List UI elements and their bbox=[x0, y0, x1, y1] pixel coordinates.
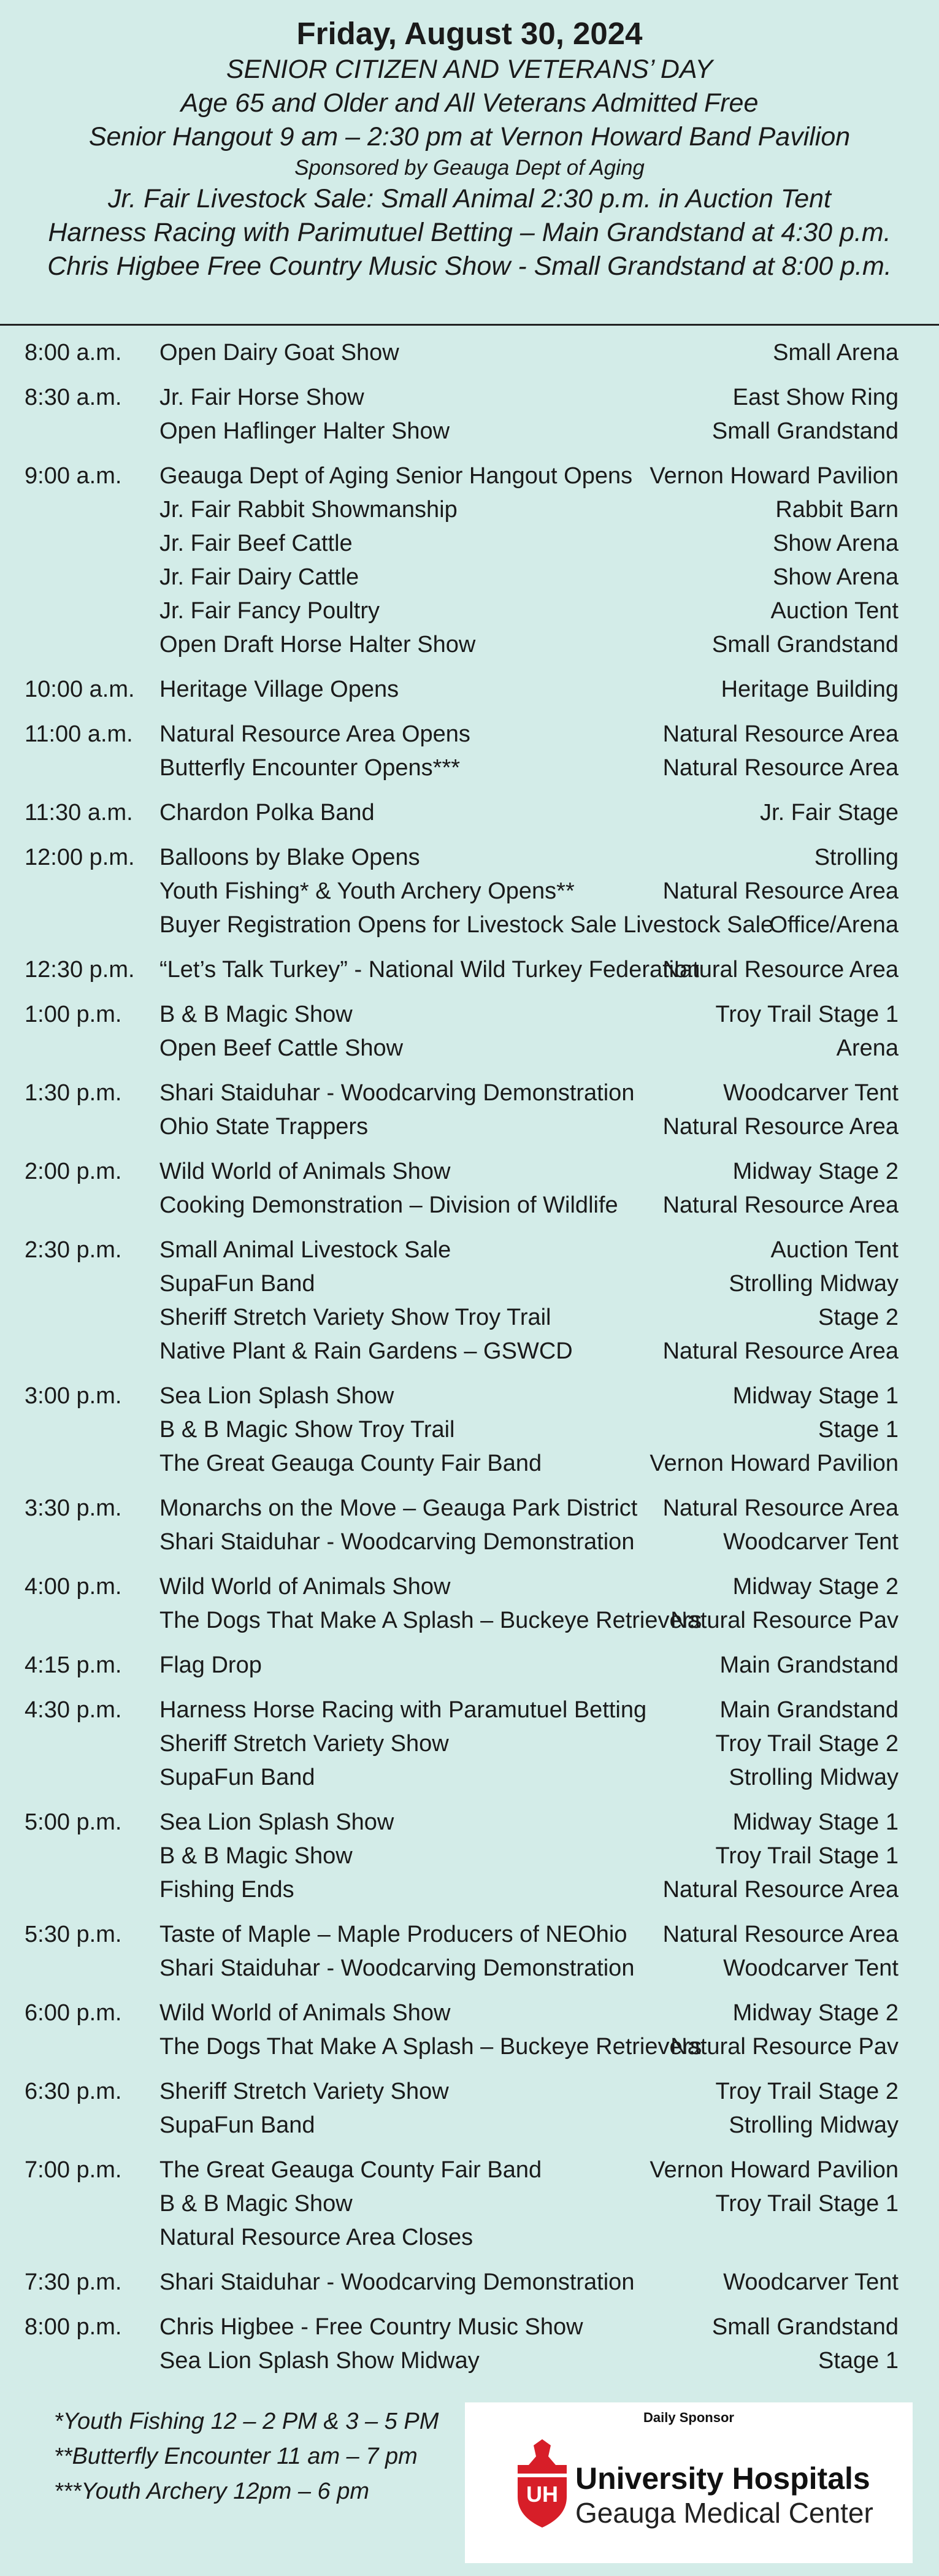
event-location: Heritage Building bbox=[721, 677, 899, 702]
event-location: Strolling Midway bbox=[729, 1271, 899, 1297]
time-slot bbox=[0, 1649, 939, 1682]
event-location: Natural Resource Area bbox=[662, 957, 899, 983]
schedule-row bbox=[0, 1604, 939, 1638]
time-slot bbox=[0, 2075, 939, 2142]
event-name: Sheriff Stretch Variety Show bbox=[159, 2079, 449, 2104]
event-location: Troy Trail Stage 2 bbox=[715, 1731, 899, 1757]
footnote: ***Youth Archery 12pm – 6 pm bbox=[54, 2478, 369, 2504]
event-name: Shari Staiduhar - Woodcarving Demonstration bbox=[159, 2269, 635, 2295]
event-location: Strolling bbox=[814, 845, 899, 870]
event-name: Natural Resource Area Closes bbox=[159, 2225, 473, 2250]
time-slot bbox=[0, 953, 939, 987]
schedule-row bbox=[0, 1189, 939, 1222]
schedule-row bbox=[0, 2344, 939, 2378]
time-slot bbox=[0, 2310, 939, 2378]
event-location: Troy Trail Stage 1 bbox=[715, 1002, 899, 1027]
page-header bbox=[0, 0, 939, 283]
event-name: Shari Staiduhar - Woodcarving Demonstration bbox=[159, 1955, 635, 1981]
schedule-row bbox=[0, 908, 939, 942]
event-name: Cooking Demonstration – Division of Wildlife bbox=[159, 1192, 618, 1218]
schedule-row bbox=[0, 2187, 939, 2221]
event-name: B & B Magic Show Troy Trail bbox=[159, 1417, 455, 1443]
sponsor-box bbox=[465, 2402, 913, 2563]
time-slot bbox=[0, 1076, 939, 1144]
event-name: Sheriff Stretch Variety Show bbox=[159, 1731, 449, 1757]
event-location: East Show Ring bbox=[732, 385, 899, 410]
schedule-row bbox=[0, 1727, 939, 1761]
event-name: B & B Magic Show bbox=[159, 1843, 353, 1869]
event-time: 10:00 a.m. bbox=[25, 677, 135, 702]
event-location: Woodcarver Tent bbox=[723, 1080, 899, 1106]
event-location: Vernon Howard Pavilion bbox=[650, 1451, 899, 1476]
uh-logo-icon bbox=[513, 2438, 572, 2533]
schedule-row bbox=[0, 1525, 939, 1559]
event-name: SupaFun Band bbox=[159, 1271, 315, 1297]
event-location: Vernon Howard Pavilion bbox=[650, 2157, 899, 2183]
event-name: The Great Geauga County Fair Band bbox=[159, 2157, 542, 2183]
event-name: Ohio State Trappers bbox=[159, 1114, 369, 1140]
event-name: Open Dairy Goat Show bbox=[159, 340, 399, 366]
event-location: Main Grandstand bbox=[719, 1652, 899, 1678]
schedule-row bbox=[0, 1996, 939, 2030]
event-location: Natural Resource Pav bbox=[670, 1608, 899, 1633]
schedule-row bbox=[0, 1267, 939, 1301]
event-name: Wild World of Animals Show bbox=[159, 2000, 451, 2026]
schedule-row bbox=[0, 1839, 939, 1873]
event-name: The Dogs That Make A Splash – Buckeye Retrievers bbox=[159, 2034, 702, 2060]
event-name: SupaFun Band bbox=[159, 2112, 315, 2138]
event-name: Butterfly Encounter Opens*** bbox=[159, 755, 461, 781]
schedule-row bbox=[0, 718, 939, 751]
schedule-row bbox=[0, 875, 939, 908]
time-slot bbox=[0, 1918, 939, 1985]
time-slot bbox=[0, 381, 939, 448]
event-location: Natural Resource Area bbox=[662, 1877, 899, 1903]
time-slot bbox=[0, 459, 939, 662]
event-name: Jr. Fair Dairy Cattle bbox=[159, 564, 359, 590]
event-location: Midway Stage 2 bbox=[732, 2000, 899, 2026]
event-location: Small Grandstand bbox=[711, 418, 899, 444]
schedule-row bbox=[0, 1761, 939, 1795]
sponsor-label: Daily Sponsor bbox=[643, 2410, 734, 2425]
schedule-row bbox=[0, 1806, 939, 1839]
event-time: 5:30 p.m. bbox=[25, 1922, 122, 1947]
header-divider bbox=[0, 324, 939, 326]
event-name: Wild World of Animals Show bbox=[159, 1574, 451, 1600]
event-time: 5:00 p.m. bbox=[25, 1809, 122, 1835]
schedule-row bbox=[0, 1693, 939, 1727]
event-location: Midway Stage 1 bbox=[732, 1809, 899, 1835]
event-location: Natural Resource Area bbox=[662, 755, 899, 781]
event-location: Strolling Midway bbox=[729, 2112, 899, 2138]
schedule-row bbox=[0, 1952, 939, 1985]
time-slot bbox=[0, 673, 939, 707]
schedule-row bbox=[0, 1335, 939, 1368]
event-name: Small Animal Livestock Sale bbox=[159, 1237, 451, 1263]
event-time: 3:30 p.m. bbox=[25, 1495, 122, 1521]
event-name: Native Plant & Rain Gardens – GSWCD bbox=[159, 1338, 573, 1364]
event-location: Rabbit Barn bbox=[775, 497, 899, 523]
event-name: Jr. Fair Horse Show bbox=[159, 385, 364, 410]
event-location: Troy Trail Stage 1 bbox=[715, 1843, 899, 1869]
time-slot bbox=[0, 1570, 939, 1638]
event-time: 9:00 a.m. bbox=[25, 463, 122, 489]
time-slot bbox=[0, 336, 939, 370]
event-name: Sea Lion Splash Show Midway bbox=[159, 2348, 480, 2374]
header-line: Age 65 and Older and All Veterans Admitted Free bbox=[180, 88, 759, 118]
event-time: 4:15 p.m. bbox=[25, 1652, 122, 1678]
event-name: Heritage Village Opens bbox=[159, 677, 399, 702]
schedule-row bbox=[0, 998, 939, 1032]
footnote: **Butterfly Encounter 11 am – 7 pm bbox=[54, 2444, 418, 2469]
schedule-row bbox=[0, 1155, 939, 1189]
schedule-row bbox=[0, 561, 939, 594]
schedule-row bbox=[0, 2109, 939, 2142]
event-time: 7:30 p.m. bbox=[25, 2269, 122, 2295]
event-name: Open Beef Cattle Show bbox=[159, 1035, 404, 1061]
time-slot bbox=[0, 1379, 939, 1481]
event-location: Vernon Howard Pavilion bbox=[650, 463, 899, 489]
time-slot bbox=[0, 1996, 939, 2064]
schedule-row bbox=[0, 1032, 939, 1065]
event-time: 1:30 p.m. bbox=[25, 1080, 122, 1106]
event-location: Natural Resource Area bbox=[662, 878, 899, 904]
schedule-row bbox=[0, 751, 939, 785]
event-time: 12:00 p.m. bbox=[25, 845, 135, 870]
event-name: Geauga Dept of Aging Senior Hangout Opens bbox=[159, 463, 633, 489]
event-time: 12:30 p.m. bbox=[25, 957, 135, 983]
schedule-row bbox=[0, 2310, 939, 2344]
event-name: Chris Higbee - Free Country Music Show bbox=[159, 2314, 583, 2340]
schedule-row bbox=[0, 2221, 939, 2255]
time-slot bbox=[0, 1492, 939, 1559]
event-location: Auction Tent bbox=[770, 1237, 899, 1263]
event-name: Fishing Ends bbox=[159, 1877, 294, 1903]
event-location: Show Arena bbox=[773, 531, 899, 556]
time-slot bbox=[0, 841, 939, 942]
event-name: Balloons by Blake Opens bbox=[159, 845, 420, 870]
event-location: Show Arena bbox=[773, 564, 899, 590]
header-line: Chris Higbee Free Country Music Show - Small Grandstand at 8:00 p.m. bbox=[47, 251, 892, 281]
event-name: Sea Lion Splash Show bbox=[159, 1383, 394, 1409]
svg-text:UH: UH bbox=[526, 2482, 558, 2507]
event-name: Buyer Registration Opens for Livestock Sale Livestock Sale bbox=[159, 912, 774, 938]
event-name: Wild World of Animals Show bbox=[159, 1159, 451, 1184]
header-line: Senior Hangout 9 am – 2:30 pm at Vernon Howard Band Pavilion bbox=[88, 122, 851, 151]
schedule-row bbox=[0, 336, 939, 370]
event-name: Shari Staiduhar - Woodcarving Demonstration bbox=[159, 1080, 635, 1106]
schedule-row bbox=[0, 2153, 939, 2187]
event-name: Natural Resource Area Opens bbox=[159, 721, 470, 747]
event-location: Small Grandstand bbox=[711, 2314, 899, 2340]
event-location: Small Grandstand bbox=[711, 632, 899, 657]
event-location: Natural Resource Area bbox=[662, 1495, 899, 1521]
schedule-row bbox=[0, 1570, 939, 1604]
schedule-row bbox=[0, 2075, 939, 2109]
event-location: Strolling Midway bbox=[729, 1765, 899, 1790]
time-slot bbox=[0, 1806, 939, 1907]
event-name: Sheriff Stretch Variety Show Troy Trail bbox=[159, 1305, 551, 1330]
event-name: Monarchs on the Move – Geauga Park District bbox=[159, 1495, 638, 1521]
event-location: Auction Tent bbox=[770, 598, 899, 624]
schedule-row bbox=[0, 493, 939, 527]
schedule-row bbox=[0, 2030, 939, 2064]
event-time: 6:30 p.m. bbox=[25, 2079, 122, 2104]
event-location: Stage 1 bbox=[818, 2348, 899, 2374]
event-name: The Dogs That Make A Splash – Buckeye Retrievers bbox=[159, 1608, 702, 1633]
time-slot bbox=[0, 1155, 939, 1222]
footnotes bbox=[54, 2404, 439, 2509]
schedule-row bbox=[0, 796, 939, 830]
event-location: Natural Resource Area bbox=[662, 1338, 899, 1364]
time-slot bbox=[0, 998, 939, 1065]
event-time: 7:00 p.m. bbox=[25, 2157, 122, 2183]
event-name: The Great Geauga County Fair Band bbox=[159, 1451, 542, 1476]
event-time: 8:30 a.m. bbox=[25, 385, 122, 410]
event-location: Natural Resource Pav bbox=[670, 2034, 899, 2060]
event-location: Main Grandstand bbox=[719, 1697, 899, 1723]
event-location: Natural Resource Area bbox=[662, 1114, 899, 1140]
event-time: 8:00 p.m. bbox=[25, 2314, 122, 2340]
schedule-row bbox=[0, 1649, 939, 1682]
event-time: 1:00 p.m. bbox=[25, 1002, 122, 1027]
event-name: “Let’s Talk Turkey” - National Wild Turkey Federation bbox=[159, 957, 700, 983]
event-name: Chardon Polka Band bbox=[159, 800, 375, 826]
event-time: 3:00 p.m. bbox=[25, 1383, 122, 1409]
schedule-row bbox=[0, 1492, 939, 1525]
event-time: 2:00 p.m. bbox=[25, 1159, 122, 1184]
event-time: 6:00 p.m. bbox=[25, 2000, 122, 2026]
event-name: Taste of Maple – Maple Producers of NEOhio bbox=[159, 1922, 627, 1947]
event-name: Open Draft Horse Halter Show bbox=[159, 632, 476, 657]
time-slot bbox=[0, 718, 939, 785]
event-location: Natural Resource Area bbox=[662, 721, 899, 747]
header-line: Sponsored by Geauga Dept of Aging bbox=[294, 156, 645, 180]
event-name: Jr. Fair Rabbit Showmanship bbox=[159, 497, 458, 523]
time-slot bbox=[0, 1693, 939, 1795]
event-name: Open Haflinger Halter Show bbox=[159, 418, 450, 444]
schedule-row bbox=[0, 1301, 939, 1335]
time-slot bbox=[0, 2153, 939, 2255]
schedule-row bbox=[0, 1076, 939, 1110]
schedule-row bbox=[0, 594, 939, 628]
event-time: 2:30 p.m. bbox=[25, 1237, 122, 1263]
event-time: 4:30 p.m. bbox=[25, 1697, 122, 1723]
event-location: Stage 2 bbox=[818, 1305, 899, 1330]
event-location: Jr. Fair Stage bbox=[760, 800, 899, 826]
event-name: Youth Fishing* & Youth Archery Opens** bbox=[159, 878, 575, 904]
event-name: Harness Horse Racing with Paramutuel Betting bbox=[159, 1697, 647, 1723]
schedule-row bbox=[0, 1873, 939, 1907]
event-time: 11:30 a.m. bbox=[25, 800, 133, 826]
schedule-row bbox=[0, 1110, 939, 1144]
event-name: Flag Drop bbox=[159, 1652, 262, 1678]
schedule-row bbox=[0, 1447, 939, 1481]
event-name: Jr. Fair Fancy Poultry bbox=[159, 598, 380, 624]
event-location: Midway Stage 1 bbox=[732, 1383, 899, 1409]
schedule-row bbox=[0, 628, 939, 662]
event-location: Natural Resource Area bbox=[662, 1922, 899, 1947]
event-location: Midway Stage 2 bbox=[732, 1574, 899, 1600]
event-location: Woodcarver Tent bbox=[723, 1955, 899, 1981]
time-slot bbox=[0, 796, 939, 830]
event-location: Troy Trail Stage 2 bbox=[715, 2079, 899, 2104]
event-name: Sea Lion Splash Show bbox=[159, 1809, 394, 1835]
time-slot bbox=[0, 2266, 939, 2299]
schedule-row bbox=[0, 381, 939, 415]
event-name: B & B Magic Show bbox=[159, 2191, 353, 2217]
schedule-row bbox=[0, 841, 939, 875]
time-slot bbox=[0, 1233, 939, 1368]
event-time: 8:00 a.m. bbox=[25, 340, 122, 366]
event-name: Jr. Fair Beef Cattle bbox=[159, 531, 353, 556]
header-line: Harness Racing with Parimutuel Betting – Main Grandstand at 4:30 p.m. bbox=[48, 218, 891, 247]
schedule-row bbox=[0, 1379, 939, 1413]
header-line: SENIOR CITIZEN AND VETERANS’ DAY bbox=[226, 55, 713, 84]
schedule-row bbox=[0, 1918, 939, 1952]
sponsor-name-line2: Geauga Medical Center bbox=[575, 2497, 873, 2529]
schedule-row bbox=[0, 459, 939, 493]
schedule-row bbox=[0, 2266, 939, 2299]
event-location: Arena bbox=[836, 1035, 899, 1061]
event-location: Small Arena bbox=[773, 340, 899, 366]
event-location: Troy Trail Stage 1 bbox=[715, 2191, 899, 2217]
event-location: Natural Resource Area bbox=[662, 1192, 899, 1218]
event-name: Shari Staiduhar - Woodcarving Demonstration bbox=[159, 1529, 635, 1555]
schedule-row bbox=[0, 415, 939, 448]
schedule-row bbox=[0, 1413, 939, 1447]
schedule-list bbox=[0, 336, 939, 2389]
schedule-row bbox=[0, 527, 939, 561]
schedule-row bbox=[0, 673, 939, 707]
event-name: B & B Magic Show bbox=[159, 1002, 353, 1027]
event-location: Woodcarver Tent bbox=[723, 1529, 899, 1555]
event-name: SupaFun Band bbox=[159, 1765, 315, 1790]
footnote: *Youth Fishing 12 – 2 PM & 3 – 5 PM bbox=[54, 2409, 439, 2434]
schedule-row bbox=[0, 1233, 939, 1267]
event-location: Stage 1 bbox=[818, 1417, 899, 1443]
page-title: Friday, August 30, 2024 bbox=[296, 16, 643, 51]
event-location: Midway Stage 2 bbox=[732, 1159, 899, 1184]
header-line: Jr. Fair Livestock Sale: Small Animal 2:30 p.m. in Auction Tent bbox=[107, 184, 831, 213]
event-location: Office/Arena bbox=[769, 912, 899, 938]
sponsor-name-line1: University Hospitals bbox=[575, 2461, 870, 2496]
schedule-row bbox=[0, 953, 939, 987]
event-location: Woodcarver Tent bbox=[723, 2269, 899, 2295]
event-time: 4:00 p.m. bbox=[25, 1574, 122, 1600]
header-lines bbox=[0, 53, 939, 283]
event-time: 11:00 a.m. bbox=[25, 721, 133, 747]
